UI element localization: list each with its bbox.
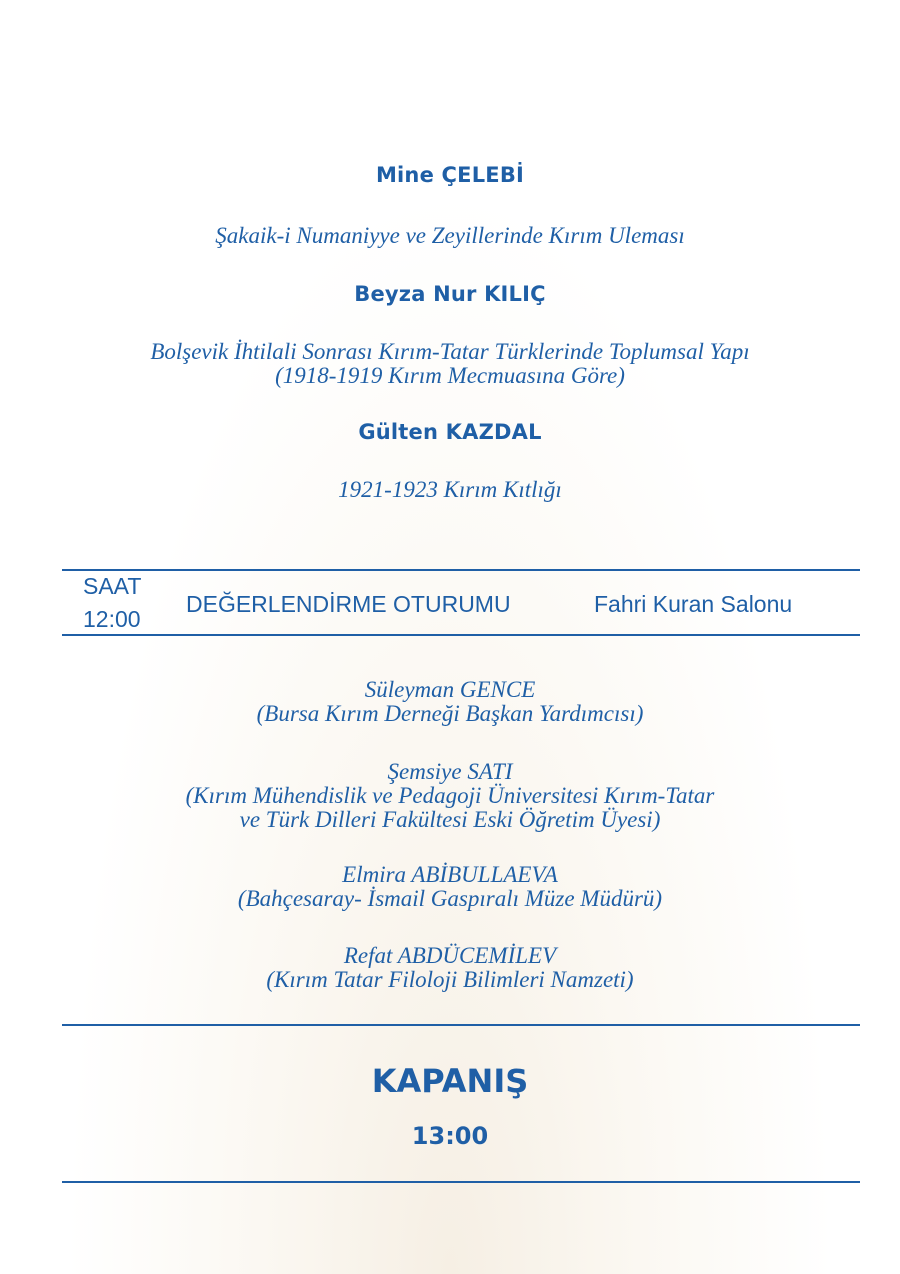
paper-title: Şakaik-i Numaniyye ve Zeyillerinde Kırım Uleması — [215, 223, 685, 248]
evaluator-affiliation: (Bahçesaray- İsmail Gaspıralı Müze Müdürü) — [237, 886, 663, 911]
session-time-label: SAAT — [83, 573, 142, 599]
evaluator-affiliation: (Bursa Kırım Derneği Başkan Yardımcısı) — [256, 701, 644, 726]
closing-top-rule — [62, 1024, 860, 1026]
session-title: DEĞERLENDİRME OTURUMU — [186, 591, 511, 617]
session-top-rule — [62, 569, 860, 571]
closing-time: 13:00 — [411, 1122, 489, 1150]
paper-title-line: Bolşevik İhtilali Sonrası Kırım-Tatar Türklerinde Toplumsal Yapı — [150, 339, 750, 364]
closing-bottom-rule — [62, 1181, 860, 1183]
speaker-name: Beyza Nur KILIÇ — [354, 282, 546, 306]
evaluator-name: Süleyman GENCE — [364, 677, 536, 702]
session-time: 12:00 — [83, 606, 141, 632]
session-bottom-rule — [62, 634, 860, 636]
session-room: Fahri Kuran Salonu — [594, 591, 793, 617]
evaluator-affiliation: ve Türk Dilleri Fakültesi Eski Öğretim Üyesi) — [239, 807, 661, 832]
evaluator-name: Şemsiye SATI — [387, 759, 513, 784]
evaluator-affiliation: (Kırım Tatar Filoloji Bilimleri Namzeti) — [266, 967, 634, 992]
paper-title-line: (1918-1919 Kırım Mecmuasına Göre) — [275, 363, 625, 388]
evaluator-affiliation: (Kırım Mühendislik ve Pedagoji Üniversitesi Kırım-Tatar — [185, 783, 715, 808]
evaluator-name: Refat ABDÜCEMİLEV — [343, 943, 557, 968]
speaker-name: Gülten KAZDAL — [358, 420, 542, 444]
evaluator-name: Elmira ABİBULLAEVA — [342, 862, 558, 887]
closing-title: KAPANIŞ — [371, 1062, 529, 1100]
speaker-name: Mine ÇELEBİ — [375, 163, 525, 187]
paper-title: 1921-1923 Kırım Kıtlığı — [338, 477, 562, 502]
